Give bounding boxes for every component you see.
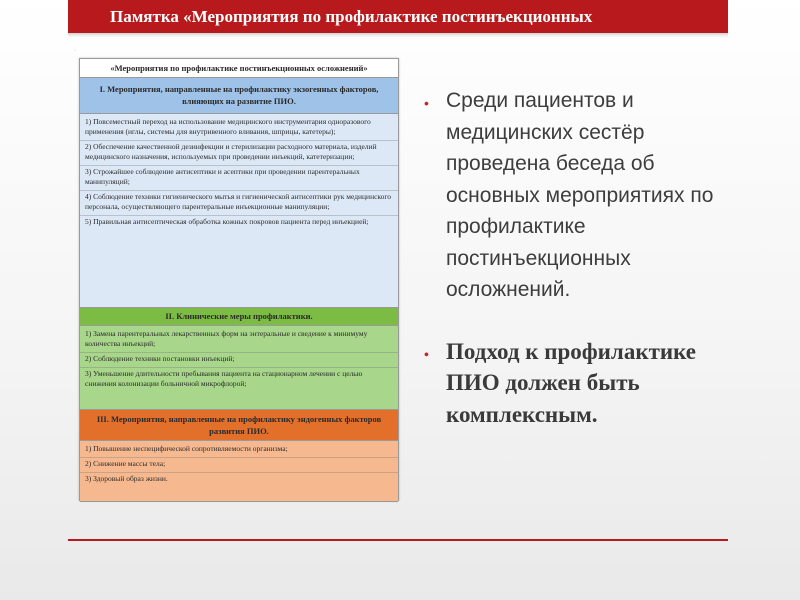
section-1-body xyxy=(80,114,398,308)
section-3-item: 3) Здоровый образ жизни. xyxy=(85,474,168,483)
memo-corner-mark: · xyxy=(74,48,76,54)
bullet-list xyxy=(422,85,742,430)
memo-table xyxy=(79,58,399,501)
bullet-text: Среди пациентов и медицинских сестёр проведена беседа об основных мероприятиях по профилактике постинъекционных осложнений. xyxy=(446,89,714,301)
section-2-heading: II. Клинические меры профилактики. xyxy=(80,308,398,326)
section-1-item: 2) Обеспечение качественной дезинфекции и стерилизации расходного материала, изделий медицинского назначения, используемых при проведении инъекций, катетеризации; xyxy=(80,141,398,166)
bullet-dot-icon: • xyxy=(424,95,429,111)
section-1-heading: I. Мероприятия, направленные на профилактику экзогенных факторов, влияющих на развитие ПИО. xyxy=(80,78,398,114)
memo-title: «Мероприятия по профилактике постинъекционных осложнений» xyxy=(80,59,398,78)
section-1-item: 1) Повсеместный переход на использование медицинского инструментария одноразового применения (иглы, системы для внутривенного вливания, шприцы, катетеры); xyxy=(80,116,398,141)
title-bar-shadow xyxy=(68,33,728,37)
section-1-item: 5) Правильная антисептическая обработка кожных покровов пациента перед инъекцией; xyxy=(85,217,369,226)
section-3-item: 1) Повышение неспецифической сопротивляемости организма; xyxy=(80,443,398,458)
section-1-item: 3) Строжайшее соблюдение антисептики и асептики при проведении парентеральных манипуляций; xyxy=(80,166,398,191)
section-1-item: 4) Соблюдение техники гигиенического мытья и гигиенической антисептики рук медицинского персонала, осуществляющего парентеральные инъекционные манипуляции; xyxy=(80,191,398,216)
bottom-divider xyxy=(68,539,728,541)
section-3-item: 2) Снижение массы тела; xyxy=(80,458,398,473)
bullet-item xyxy=(422,336,742,431)
section-3-heading: III. Мероприятия, направленные на профилактику эндогенных факторов развития ПИО. xyxy=(80,410,398,441)
section-2-body xyxy=(80,326,398,410)
section-2-item: 3) Уменьшение длительности пребывания пациента на стационарном лечении с целью снижения колонизации больничной микрофлорой; xyxy=(85,369,363,388)
slide-title: Памятка «Мероприятия по профилактике постинъекционных xyxy=(68,0,728,33)
section-2-item: 1) Замена парентеральных лекарственных форм на энтеральные и сведение к минимуму количества инъекций; xyxy=(80,328,398,353)
section-2-item: 2) Соблюдение техники постановки инъекций; xyxy=(80,353,398,368)
section-3-body xyxy=(80,441,398,502)
bullet-text: Подход к профилактике ПИО должен быть комплексным. xyxy=(446,338,697,427)
bullet-item xyxy=(422,85,742,306)
bullet-dot-icon: • xyxy=(424,347,429,363)
